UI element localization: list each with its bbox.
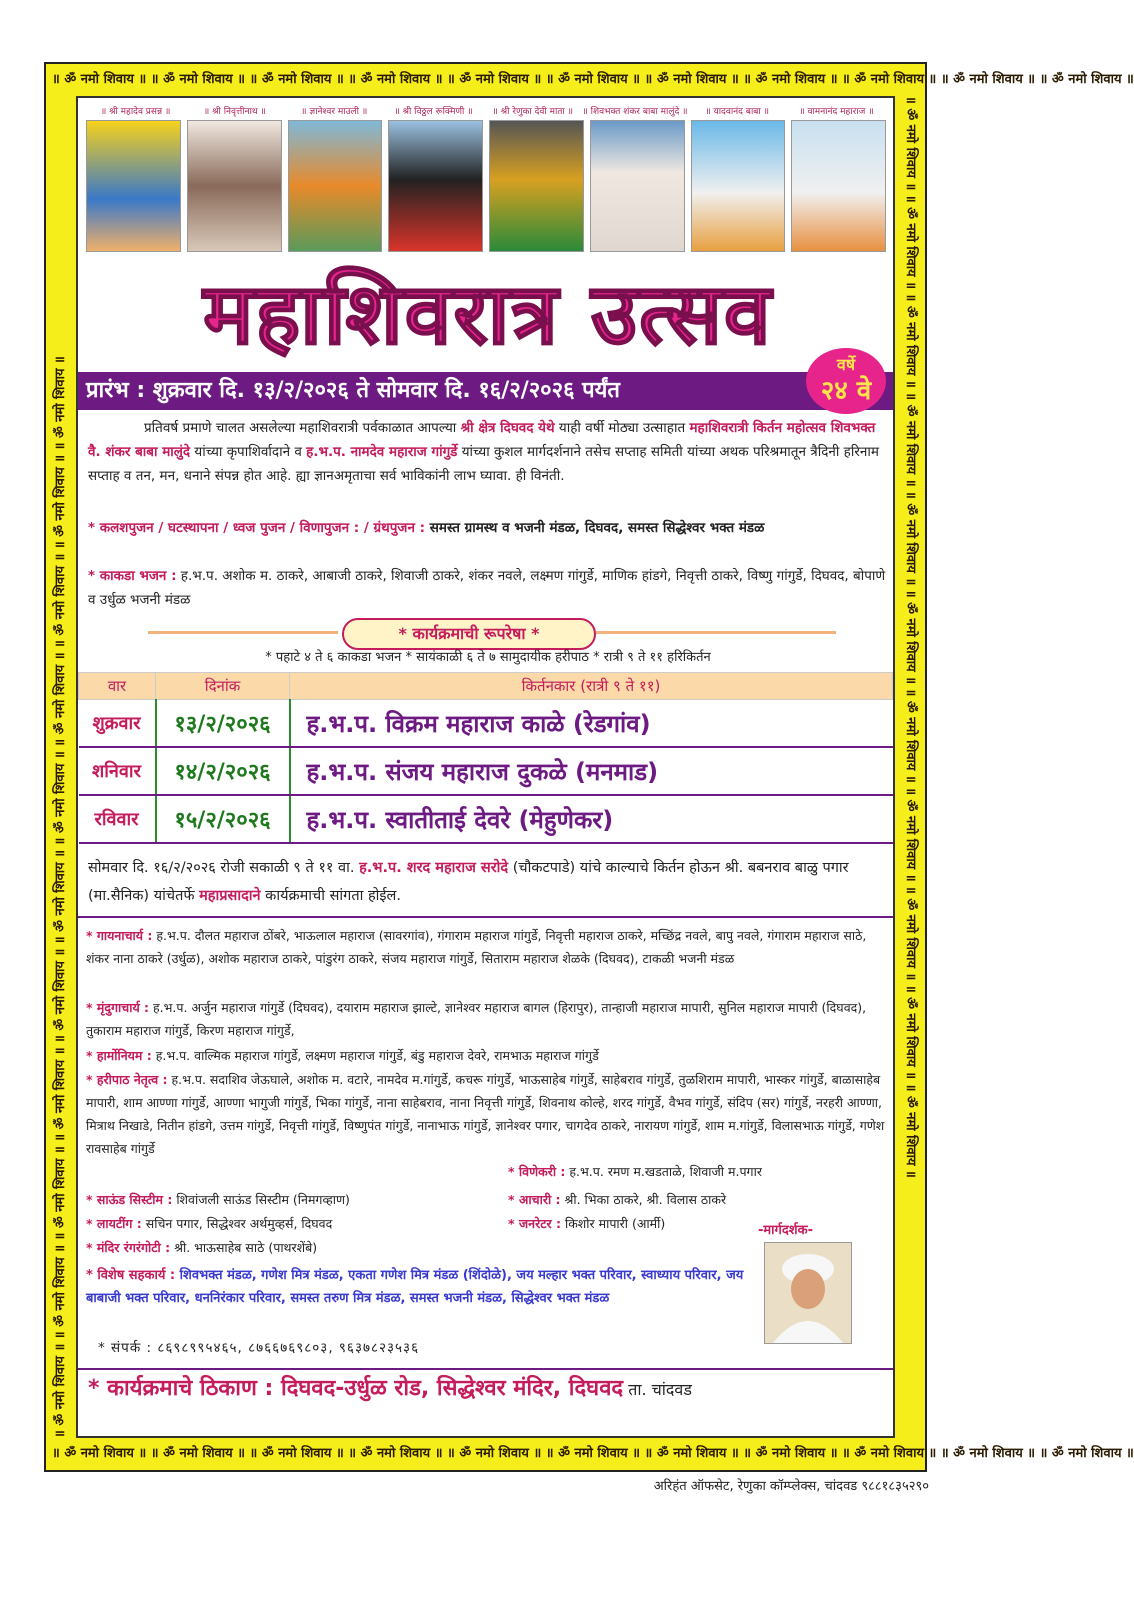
monday-text: (चौकटपाडे) यांचे काल्याचे किर्तन होऊन श्री. बबनराव बाळु पगार (मा.सैनिक) यांचेतर्फे — [88, 860, 849, 904]
saint-photo-dnyaneshwar — [288, 120, 383, 252]
gayanacharya — [86, 924, 886, 970]
divider — [78, 916, 893, 918]
credit-label: * विशेष सहकार्य : — [86, 1268, 176, 1283]
date-bar: प्रारंभ : शुक्रवार दि. १३/२/२०२६ ते सोमवार दि. १६/२/२०२६ पर्यंत — [78, 372, 893, 410]
credit-text: किशोर मापारी (आर्मी) — [560, 1216, 666, 1231]
schedule-date: १४/२/२०२६ — [156, 747, 290, 795]
guide-photo — [764, 1242, 852, 1344]
year-badge-label: वर्षे — [836, 355, 856, 374]
credit-text: श्री. भाऊसाहेब साठे (पाथरशेंबे) — [170, 1240, 318, 1255]
column-header-date: दिनांक — [156, 673, 290, 700]
saint-name: ॥ श्री विठ्ठल रूक्मिणी ॥ — [394, 107, 473, 117]
saint-name: ॥ यादवानंद बाबा ॥ — [705, 107, 769, 117]
monday-closing-kirtan — [88, 854, 888, 910]
column-header-day: वार — [79, 673, 156, 700]
kakda-label: * काकडा भजन : — [88, 568, 177, 584]
credit-label: * जनरेटर : — [508, 1216, 561, 1231]
monday-highlight: महाप्रसादाने — [199, 888, 261, 904]
schedule-performer: ह.भ.प. विक्रम महाराज काळे (रेडगांव) — [290, 700, 893, 748]
credit-label: * हार्मोनियम : — [86, 1048, 152, 1063]
saint-photo-vitthal-rukmini — [388, 120, 483, 252]
credit-text: सचिन पगार, सिद्धेश्वर अर्थमुव्हर्स, दिघवद — [141, 1216, 333, 1231]
monday-highlight: ह.भ.प. शरद महाराज सरोदे — [359, 860, 509, 876]
schedule-performer: ह.भ.प. स्वातीताई देवरे (मेहुणेकर) — [290, 795, 893, 843]
kakda-text: ह.भ.प. अशोक म. ठाकरे, आबाजी ठाकरे, शिवाजी ठाकरे, शंकर नवले, लक्ष्मण गांगुर्डे, माणिक हांडगे, निवृत्ती ठाकरे, विष्णु गांगुर्डे, दिघवद, बोपाणे व उर्धुळ भजनी मंडळ — [88, 568, 886, 608]
saint-photo-shankar-baba — [590, 120, 685, 252]
schedule-performer: ह.भ.प. संजय महाराज दुकळे (मनमाड) — [290, 747, 893, 795]
divider — [148, 631, 338, 634]
border-mantra-right: ॥ ॐ नमो शिवाय ॥ ॥ ॐ नमो शिवाय ॥ ॥ ॐ नमो शिवाय ॥ ॥ ॐ नमो शिवाय ॥ ॥ ॐ नमो शिवाय ॥ ॥ ॐ नमो शिवाय ॥ ॥ ॐ नमो शिवाय ॥ ॥ ॐ नमो शिवाय ॥ ॥ ॐ नमो शिवाय ॥ ॥ ॐ नमो शिवाय ॥ ॥ ॐ नमो शिवाय ॥ — [903, 96, 918, 1178]
saint-photo-yadavanand-baba — [691, 120, 786, 252]
intro-text: याही वर्षी मोठ्या उत्साहात — [554, 420, 690, 436]
achari — [508, 1188, 726, 1211]
intro-text: यांच्या कुशल मार्गदर्शनाने तसेच सप्ताह समिती यांच्या अथक परिश्रमातून त्रैदिनी हरिनाम सप्ताह व तन, मन, धनाने संपन्न होत आहे. ह्या ज्ञानअमृताचा सर्व भाविकांनी लाभ घ्यावा. ही विनंती. — [88, 444, 879, 484]
daily-timings: * पहाटे ४ ते ६ काकडा भजन * सायंकाळी ६ ते ७ सामुदायीक हरीपाठ * रात्री ९ ते ११ हरिकिर्तन — [265, 650, 711, 665]
border-mantra-left: ॥ ॐ नमो शिवाय ॥ ॥ ॐ नमो शिवाय ॥ ॥ ॐ नमो शिवाय ॥ ॥ ॐ नमो शिवाय ॥ ॥ ॐ नमो शिवाय ॥ ॥ ॐ नमो शिवाय ॥ ॥ ॐ नमो शिवाय ॥ ॥ ॐ नमो शिवाय ॥ ॥ ॐ नमो शिवाय ॥ ॥ ॐ नमो शिवाय ॥ ॥ ॐ नमो शिवाय ॥ — [53, 356, 68, 1438]
kakda-bhajan — [88, 564, 888, 612]
credit-label: * गायनाचार्य : — [86, 928, 153, 943]
venue-bar — [78, 1368, 893, 1406]
poster-body — [76, 96, 895, 1438]
schedule-day: शुक्रवार — [79, 700, 156, 748]
sound-system — [86, 1188, 350, 1211]
vinekari — [508, 1160, 762, 1183]
kirtan-schedule-table — [78, 672, 893, 844]
credit-text: ह.भ.प. रमण म.खडताळे, शिवाजी म.पगार — [565, 1164, 762, 1179]
saint-name: ॥ श्री निवृत्तीनाथ ॥ — [203, 107, 266, 117]
table-row — [79, 700, 893, 748]
intro-highlight: महाशिवरात्री किर्तन महोत्सव शिवभक्त वै. शंकर बाबा मालुंदे — [88, 420, 876, 460]
divider — [596, 631, 836, 634]
saint-photo-nivruttinath — [187, 120, 282, 252]
credit-text: ह.भ.प. वाल्मिक महाराज गांगुर्डे, लक्ष्मण महाराज गांगुर्डे, बंडु महाराज देवरे, रामभाऊ महाराज गांगुर्डे — [151, 1048, 599, 1063]
credit-text: ह.भ.प. अर्जुन महाराज गांगुर्डे (दिघवद), दयाराम महाराज झाल्टे, ज्ञानेश्वर महाराज बागल (हिरापुर), तान्हाजी महाराज मापारी, सुनिल महाराज मापारी (दिघवद), तुकाराम महाराज गांगुर्डे, किरण महाराज गांगुर्डे, — [86, 1000, 867, 1038]
credit-text: शिवांजली साऊंड सिस्टीम (निमगव्हाण) — [172, 1192, 350, 1207]
credit-label: * मृंदुगाचार्य : — [86, 1000, 150, 1015]
column-header-performer: किर्तनकार (रात्री ९ ते ११) — [290, 673, 893, 700]
credit-text: शिवभक्त मंडळ, गणेश मित्र मंडळ, एकता गणेश मित्र मंडळ (शिंदोळे), जय मल्हार भक्त परिवार, स्वाध्याय परिवार, जय बाबाजी भक्त परिवार, धननिरंकार परिवार, समस्त तरुण मित्र मंडळ, समस्त भजनी मंडळ, सिद्धेश्वर भक्त मंडळ — [86, 1268, 744, 1306]
printer-credit: अरिहंत ऑफसेट, रेणुका कॉम्प्लेक्स, चांदवड ९८८१८३५२९० — [653, 1479, 929, 1494]
credit-label: * मंदिर रंगरंगोटी : — [86, 1240, 171, 1255]
schedule-day: रविवार — [79, 795, 156, 843]
generator — [508, 1212, 665, 1235]
saint-name: ॥ ज्ञानेश्वर माउली ॥ — [301, 107, 368, 117]
schedule-date: १३/२/२०२६ — [156, 700, 290, 748]
harmonium — [86, 1044, 886, 1067]
credit-text: ह.भ.प. दौलत महाराज ठोंबरे, भाऊलाल महाराज (सावरगांव), गंगाराम महाराज गांगुर्डे, निवृत्ती महाराज ठाकरे, मच्छिंद्र नवले, बापु नवले, गंगाराम महाराज साठे, शंकर नाना ठाकरे (उर्धुळ), अशोक महाराज ठाकरे, पांडुरंग ठाकरे, संजय महाराज गांगुर्डे, सिताराम महाराज शेळके (दिघवद), टाकळी भजनी मंडळ — [86, 928, 867, 966]
table-row — [79, 747, 893, 795]
saint-photos — [86, 120, 886, 252]
saint-name: ॥ श्री महादेव प्रसन्न ॥ — [100, 107, 171, 117]
venue-taluka: ता. चांदवड — [623, 1380, 692, 1399]
credit-label: * साऊंड सिस्टीम : — [86, 1192, 173, 1207]
credit-label: * हरीपाठ नेतृत्व : — [86, 1072, 168, 1087]
monday-text: कार्यक्रमाची सांगता होईल. — [260, 888, 401, 904]
intro-text: प्रतिवर्ष प्रमाणे चालत असलेल्या महाशिवरात्री पर्वकाळात आपल्या — [144, 420, 461, 436]
intro-highlight: ह.भ.प. नामदेव महाराज गांगुर्डे — [306, 444, 458, 460]
lighting — [86, 1212, 332, 1235]
saint-photo-mahadev — [86, 120, 181, 252]
saint-name: ॥ शिवभक्त शंकर बाबा मालुंदे ॥ — [582, 107, 688, 117]
monday-text: सोमवार दि. १६/२/२०२६ रोजी सकाळी ९ ते ११ वा. — [88, 860, 360, 876]
main-title: महाशिवरात्र उत्सव — [203, 265, 773, 363]
saint-name: ॥ श्री रेणुका देवी माता ॥ — [492, 107, 574, 117]
program-outline-title: * कार्यक्रमाची रूपरेषा * — [342, 618, 596, 650]
credit-label: * लायटींग : — [86, 1216, 142, 1231]
credit-text: श्री. भिका ठाकरे, श्री. विलास ठाकरे — [560, 1192, 727, 1207]
year-badge — [806, 348, 886, 414]
saint-name: ॥ वामनानंद महाराज ॥ — [799, 107, 874, 117]
mrudangacharya — [86, 996, 886, 1042]
border-mantra-bottom: ॥ ॐ नमो शिवाय ॥ ॥ ॐ नमो शिवाय ॥ ॥ ॐ नमो शिवाय ॥ ॥ ॐ नमो शिवाय ॥ ॥ ॐ नमो शिवाय ॥ ॥ ॐ नमो शिवाय ॥ ॥ ॐ नमो शिवाय ॥ ॥ ॐ नमो शिवाय ॥ ॥ ॐ नमो शिवाय ॥ ॥ ॐ नमो शिवाय ॥ ॥ ॐ नमो शिवाय ॥ — [52, 1446, 1134, 1461]
kalash-text: समस्त ग्रामस्थ व भजनी मंडळ, दिघवद, समस्त सिद्धेश्वर भक्त मंडळ — [425, 520, 765, 536]
saint-photo-renuka-devi — [489, 120, 584, 252]
saint-photo-vamananand — [791, 120, 886, 252]
poster-frame — [44, 62, 1134, 1472]
table-header-row — [79, 673, 893, 700]
kalash-pujan — [88, 516, 888, 540]
venue-label: * कार्यक्रमाचे ठिकाण : दिघवद-उर्धुळ रोड, सिद्धेश्वर मंदिर, दिघवद — [88, 1376, 624, 1401]
schedule-day: शनिवार — [79, 747, 156, 795]
special-support — [86, 1264, 746, 1310]
intro-highlight: श्री क्षेत्र दिघवद येथे — [460, 420, 555, 436]
year-badge-value: २४ वे — [820, 376, 872, 406]
credit-label: * विणेकरी : — [508, 1164, 566, 1179]
mandir-painting — [86, 1236, 317, 1259]
schedule-date: १५/२/२०२६ — [156, 795, 290, 843]
guide-portrait-icon — [765, 1243, 851, 1343]
intro-paragraph — [88, 416, 888, 488]
intro-text: यांच्या कृपाशिर्वादाने व — [190, 444, 307, 460]
border-mantra-top: ॥ ॐ नमो शिवाय ॥ ॥ ॐ नमो शिवाय ॥ ॥ ॐ नमो शिवाय ॥ ॥ ॐ नमो शिवाय ॥ ॥ ॐ नमो शिवाय ॥ ॥ ॐ नमो शिवाय ॥ ॥ ॐ नमो शिवाय ॥ ॥ ॐ नमो शिवाय ॥ ॥ ॐ नमो शिवाय ॥ ॥ ॐ नमो शिवाय ॥ ॥ ॐ नमो शिवाय ॥ — [52, 72, 1134, 87]
table-row — [79, 795, 893, 843]
credit-label: * आचारी : — [508, 1192, 561, 1207]
kalash-label: * कलशपुजन / घटस्थापना / ध्वज पुजन / विणापुजन : / ग्रंथपुजन : — [88, 520, 426, 536]
contact-numbers: * संपर्क : ८६९८९९५४६५, ८७६६७६९८०३, ९६३७८२३५३६ — [98, 1340, 420, 1356]
guide-label: -मार्गदर्शक- — [758, 1223, 813, 1238]
credit-text: ह.भ.प. सदाशिव जेऊघाले, अशोक म. वटारे, नामदेव म.गांगुर्डे, कचरू गांगुर्डे, भाऊसाहेब गांगुर्डे, साहेबराव गांगुर्डे, तुळशिराम मापारी, भास्कर गांगुर्डे, बाळासाहेब मापारी, शाम आण्णा गांगुर्डे, आण्णा भागुजी गांगुर्डे, भिका गांगुर्डे, नाना साहेबराव, नाना निवृत्ती गांगुर्डे, शिवनाथ कोल्हे, शरद गांगुर्डे, वैभव गांगुर्डे, संदिप (सर) गांगुर्डे, नरहरी आण्णा, मित्राथ निखाडे, नितीन हांडगे, उत्तम गांगुर्डे, निवृत्ती गांगुर्डे, विष्णुपंत गांगुर्डे, नानाभाऊ गांगुर्डे, ज्ञानेश्वर पगार, चागदेव ठाकरे, नारायण गांगुर्डे, शाम म.गांगुर्डे, विलासभाऊ गांगुर्डे, गणेश रावसाहेब गांगुर्डे — [86, 1072, 885, 1156]
haripath-leaders — [86, 1068, 886, 1160]
